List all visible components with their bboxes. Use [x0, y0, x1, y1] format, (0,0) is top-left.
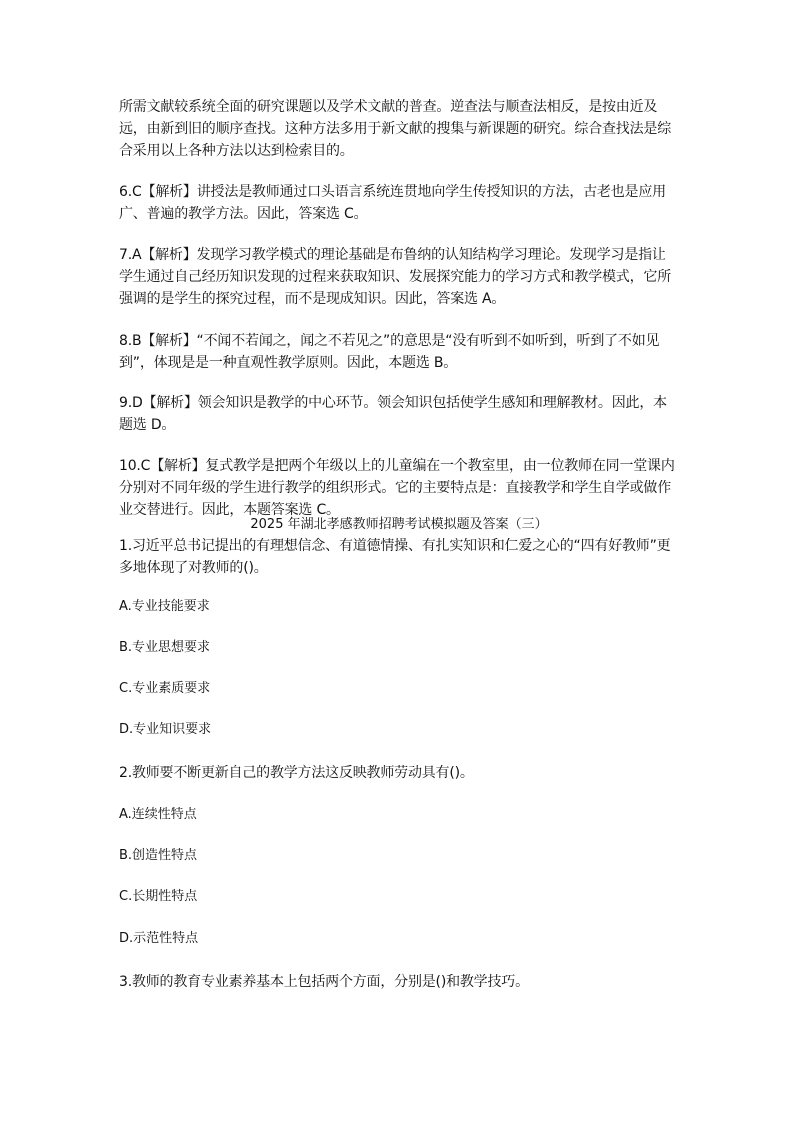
answer-6-explanation: 6.C【解析】讲授法是教师通过口头语言系统连贯地向学生传授知识的方法，古老也是应用广、普遍的教学方法。因此，答案选 C。: [119, 184, 666, 222]
answer-9-explanation: 9.D【解析】领会知识是教学的中心环节。领会知识包括使学生感知和理解教材。因此，本题选 D。: [119, 395, 667, 433]
question-1-option-d: D.专业知识要求: [119, 722, 212, 737]
question-3-stem: 3.教师的教育专业素养基本上包括两个方面，分别是()和教学技巧。: [119, 974, 529, 990]
question-1-option-a: A.专业技能要求: [119, 599, 210, 614]
answer-10-explanation: 10.C【解析】复式教学是把两个年级以上的儿童编在一个教室里，由一位教师在同一堂课内分别对不同年级的学生进行教学的组织形式。它的主要特点是：直接教学和学生自学或做作业交替进行。因此，本题答案选 C。: [119, 458, 675, 518]
question-1-option-c: C.专业素质要求: [119, 681, 211, 696]
question-2-option-c: C.长期性特点: [119, 889, 198, 904]
question-2-option-b: B.创造性特点: [119, 848, 198, 863]
question-1-option-b: B.专业思想要求: [119, 640, 211, 655]
section-title: 2025 年湖北孝感教师招聘考试模拟题及答案（三）: [250, 517, 548, 532]
question-2-option-a: A.连续性特点: [119, 807, 197, 822]
question-2-option-d: D.示范性特点: [119, 931, 199, 946]
question-1-stem: 1.习近平总书记提出的有理想信念、有道德情操、有扎实知识和仁爱之心的“四有好教师”更多地体现了对教师的()。: [119, 538, 671, 576]
intro-paragraph: 所需文献较系统全面的研究课题以及学术文献的普查。逆查法与顺查法相反，是按由近及远，由新到旧的顺序查找。这种方法多用于新文献的搜集与新课题的研究。综合查找法是综合采用以上各种方法以达到检索目的。: [119, 99, 671, 159]
answer-8-explanation: 8.B【解析】“不闻不若闻之，闻之不若见之”的意思是“没有听到不如听到，听到了不如见到”，体现是是一种直观性教学原则。因此，本题选 B。: [119, 333, 660, 371]
answer-7-explanation: 7.A【解析】发现学习教学模式的理论基础是布鲁纳的认知结构学习理论。发现学习是指让学生通过自己经历知识发现的过程来获取知识、发展探究能力的学习方式和教学模式，它所强调的是学生的探究过程，而不是现成知识。因此，答案选 A。: [119, 247, 671, 307]
question-2-stem: 2.教师要不断更新自己的教学方法这反映教师劳动具有()。: [119, 765, 474, 781]
